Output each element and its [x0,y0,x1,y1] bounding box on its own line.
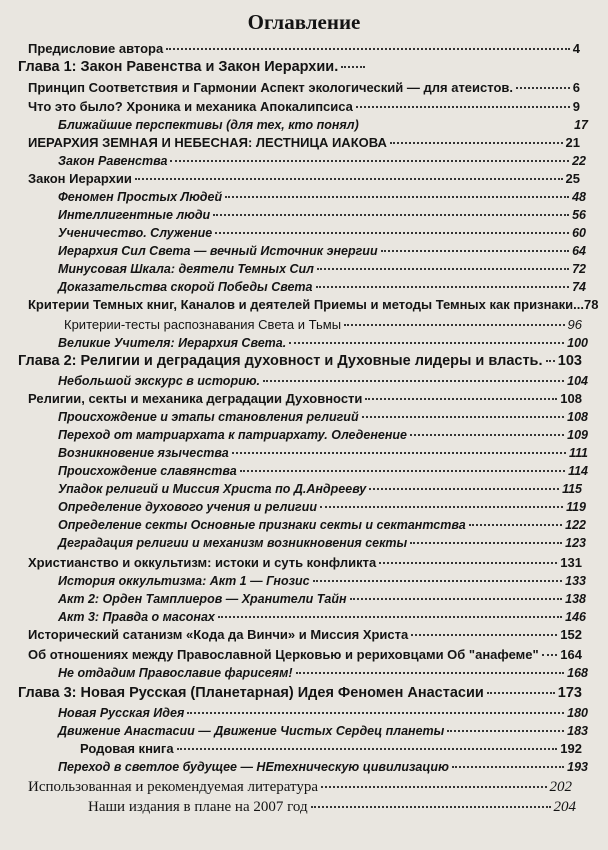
toc-entry-page: 183 [567,724,588,738]
dot-leader [344,323,564,326]
toc-entry-page: 111 [568,446,588,460]
dot-leader [313,579,563,582]
toc-entry-page: 4 [572,41,580,56]
dot-leader [321,785,546,788]
toc-entry [58,116,588,134]
toc-entry-page: 48 [572,190,586,204]
dot-leader [350,597,563,600]
toc-entry-title: ИЕРАРХИЯ ЗЕМНАЯ И НЕБЕСНАЯ: ЛЕСТНИЦА ИАКОВА [28,135,387,150]
toc-entry [58,224,586,242]
toc-entry-page: 193 [567,760,588,774]
toc-entry [58,242,586,260]
dot-leader [365,397,557,400]
toc-entry-title: Критерии-тесты распознавания Света и Тьмы [64,317,342,332]
toc-entry-page: 119 [566,500,586,514]
dot-leader [317,267,569,270]
dot-leader [316,285,570,288]
toc-entry-title: Ученичество. Служение [58,226,213,240]
toc-entry [28,98,580,116]
dot-leader [369,487,559,490]
dot-leader [447,729,564,732]
dot-leader [218,615,562,618]
toc-entry-page: 131 [560,555,582,570]
toc-entry-page: 138 [565,592,586,606]
toc-entry-page: 100 [567,336,588,350]
toc-entry [58,516,586,534]
dot-leader [311,805,551,808]
dot-leader [379,561,557,564]
toc-entry [28,390,582,408]
toc-entry [28,134,580,152]
dot-leader [289,341,564,344]
toc-entry-page: 133 [565,574,586,588]
toc-entry-page: 74 [572,280,586,294]
toc-entry-title: Определение секты Основные признаки секты и сектантства [58,518,466,532]
toc-entry-page: 6 [572,80,580,95]
toc-entry-title: Движение Анастасии — Движение Чистых Сердец планеты [58,724,445,738]
toc-entry-title: Доказательства скорой Победы Света [58,280,313,294]
dot-leader [240,469,565,472]
toc-entry-title: Об отношениях между Православной Церковью и рериховцами Об "анафеме" [28,647,539,662]
toc-entry-page: 103 [557,353,582,369]
toc-entry [28,296,599,314]
toc-entry [58,334,588,352]
toc-entry [64,316,582,334]
toc-entry-page: 56 [572,208,586,222]
toc-entry [58,758,588,776]
toc-entry-page: 64 [572,244,586,258]
toc-entry-page: 114 [568,464,588,478]
toc-entry-page: 21 [565,135,580,150]
toc-entry-title: Акт 2: Орден Тамплиеров — Хранители Тайн [58,592,347,606]
dot-leader [362,415,565,418]
toc-entry-title: Минусовая Шкала: деятели Темных Сил [58,262,314,276]
dot-leader [356,105,570,108]
toc-entry-page: 192 [560,741,582,756]
toc-entry-title: Деградация религии и механизм возникновения секты [58,536,408,550]
dot-leader [469,523,562,526]
dot-leader [296,671,565,674]
toc-entry [18,352,582,370]
toc-entry-title: Наши издания в плане на 2007 год [88,799,308,815]
toc-entry-title: Небольшой экскурс в историю. [58,374,260,388]
toc-entry-page: 168 [567,666,588,680]
toc-entry-page: 164 [560,647,582,662]
dot-leader [135,177,563,180]
toc-entry [58,722,588,740]
toc-entry-title: Иерархия Сил Света — вечный Источник энергии [58,244,378,258]
toc-entry [58,152,586,170]
dot-leader [381,249,570,252]
toc-entry-title: Интеллигентные люди [58,208,211,222]
toc-entry-title: Возникновение язычества [58,446,229,460]
toc-entry-page: 104 [567,374,588,388]
toc-entry-title: Закон Равенства [58,154,168,168]
toc-entry [58,426,588,444]
toc-entry-title: Происхождение славянства [58,464,237,478]
toc-entry-title: Переход в светлое будущее — НЕтехническую цивилизацию [58,760,449,774]
toc-entry-page: 72 [572,262,586,276]
dot-leader [177,747,558,750]
dot-leader [166,47,570,50]
toc-entry-page: 96 [567,317,582,332]
toc-entry [58,572,586,590]
toc-entry-title: Переход от матриархата к патриархату. Оледенение [58,428,407,442]
dot-leader [170,159,569,162]
dot-leader [410,541,562,544]
toc-entry [58,372,588,390]
dot-leader [542,653,558,656]
dot-leader [213,213,569,216]
toc-entry-title: Религии, секты и механика деградации Духовности [28,391,363,406]
toc-entry [28,170,580,188]
toc-entry-page: 9 [572,99,580,114]
dot-leader [452,765,564,768]
dot-leader [390,141,563,144]
toc-entry [58,260,586,278]
toc-entry-page: 146 [565,610,586,624]
toc-entry [18,684,582,702]
toc-entry [58,480,582,498]
toc-entry-page: 180 [567,706,588,720]
toc-entry [58,534,586,552]
toc-entry-title: Предисловие автора [28,41,164,56]
toc-entry-page: 115 [562,482,582,496]
dot-leader [487,691,555,694]
toc-entry [58,408,588,426]
toc-entry-title: Новая Русская Идея [58,706,185,720]
toc-entry-title: Что это было? Хроника и механика Апокалипсиса [28,99,353,114]
toc-entry-page: 123 [565,536,586,550]
toc-entry-page: 108 [567,410,588,424]
toc-entry-title: Критерии Темных книг, Каналов и деятелей Приемы и методы Темных как признаки...78 [28,297,599,312]
dot-leader [232,451,566,454]
toc-entry-page: 60 [572,226,586,240]
dot-leader [225,195,569,198]
toc-entry-page: 122 [565,518,586,532]
dot-leader [411,633,557,636]
toc-entry-title: Глава 3: Новая Русская (Планетарная) Идея Феномен Анастасии [18,685,484,701]
dot-leader [320,505,563,508]
toc-entry [28,79,580,97]
toc-entry [58,590,586,608]
toc-entry-title: Определение духового учения и религии [58,500,317,514]
toc-entry [28,554,582,572]
toc-entry-page: 22 [572,154,586,168]
toc-entry-title: Акт 3: Правда о масонах [58,610,215,624]
dot-leader [263,379,564,382]
toc-entry-title: Закон Иерархии [28,171,132,186]
toc-entry [58,704,588,722]
toc-entry [18,58,368,76]
toc-entry-page: 202 [549,779,572,795]
toc-entry [28,778,572,796]
toc-entry [28,626,582,644]
toc-entry-page: 204 [553,799,576,815]
page-title: Оглавление [247,10,361,34]
toc-entry-title: Исторический сатанизм «Кода да Винчи» и Миссия Христа [28,627,409,642]
dot-leader [187,711,564,714]
toc-entry [28,646,582,664]
toc-entry [58,608,586,626]
dot-leader [410,433,564,436]
toc-entry [58,206,586,224]
toc-entry-title: Феномен Простых Людей [58,190,223,204]
toc-entry-title: Не отдадим Православие фарисеям! [58,666,293,680]
dot-leader [516,86,570,89]
toc-entry-page: 17 [574,118,588,132]
toc-entry [58,444,588,462]
dot-leader [341,65,365,68]
toc-entry-title: История оккультизма: Акт 1 — Гнозис [58,574,310,588]
toc-entry [80,740,582,758]
toc-entry [58,664,588,682]
toc-entry-page: 173 [557,685,582,701]
toc-entry-page: 109 [567,428,588,442]
toc-entry [28,40,580,58]
toc-entry-title: Глава 1: Закон Равенства и Закон Иерархии. [18,59,339,75]
toc-entry-title: Упадок религий и Миссия Христа по Д.Андрееву [58,482,367,496]
dot-leader [215,231,569,234]
toc-entry [58,188,586,206]
toc-entry [58,278,586,296]
toc-entry-page: 108 [560,391,582,406]
toc-entry-page: 25 [565,171,580,186]
toc-entry-title: Великие Учителя: Иерархия Света. [58,336,287,350]
toc-entry-title: Ближайшие перспективы (для тех, кто понял) [58,118,359,132]
toc-entry-title: Родовая книга [80,741,174,756]
toc-entry [58,462,588,480]
toc-entry [88,798,576,816]
toc-entry-title: Принцип Соответствия и Гармонии Аспект экологический — для атеистов. [28,80,513,95]
toc-entry [58,498,586,516]
toc-entry-title: Глава 2: Религии и деградация духовност и Духовные лидеры и власть. [18,353,543,369]
dot-leader [546,359,555,362]
toc-entry-title: Христианство и оккультизм: истоки и суть конфликта [28,555,377,570]
toc-entry-title: Происхождение и этапы становления религий [58,410,359,424]
toc-entry-title: Использованная и рекомендуемая литература [28,779,319,795]
toc-entry-page: 152 [560,627,582,642]
